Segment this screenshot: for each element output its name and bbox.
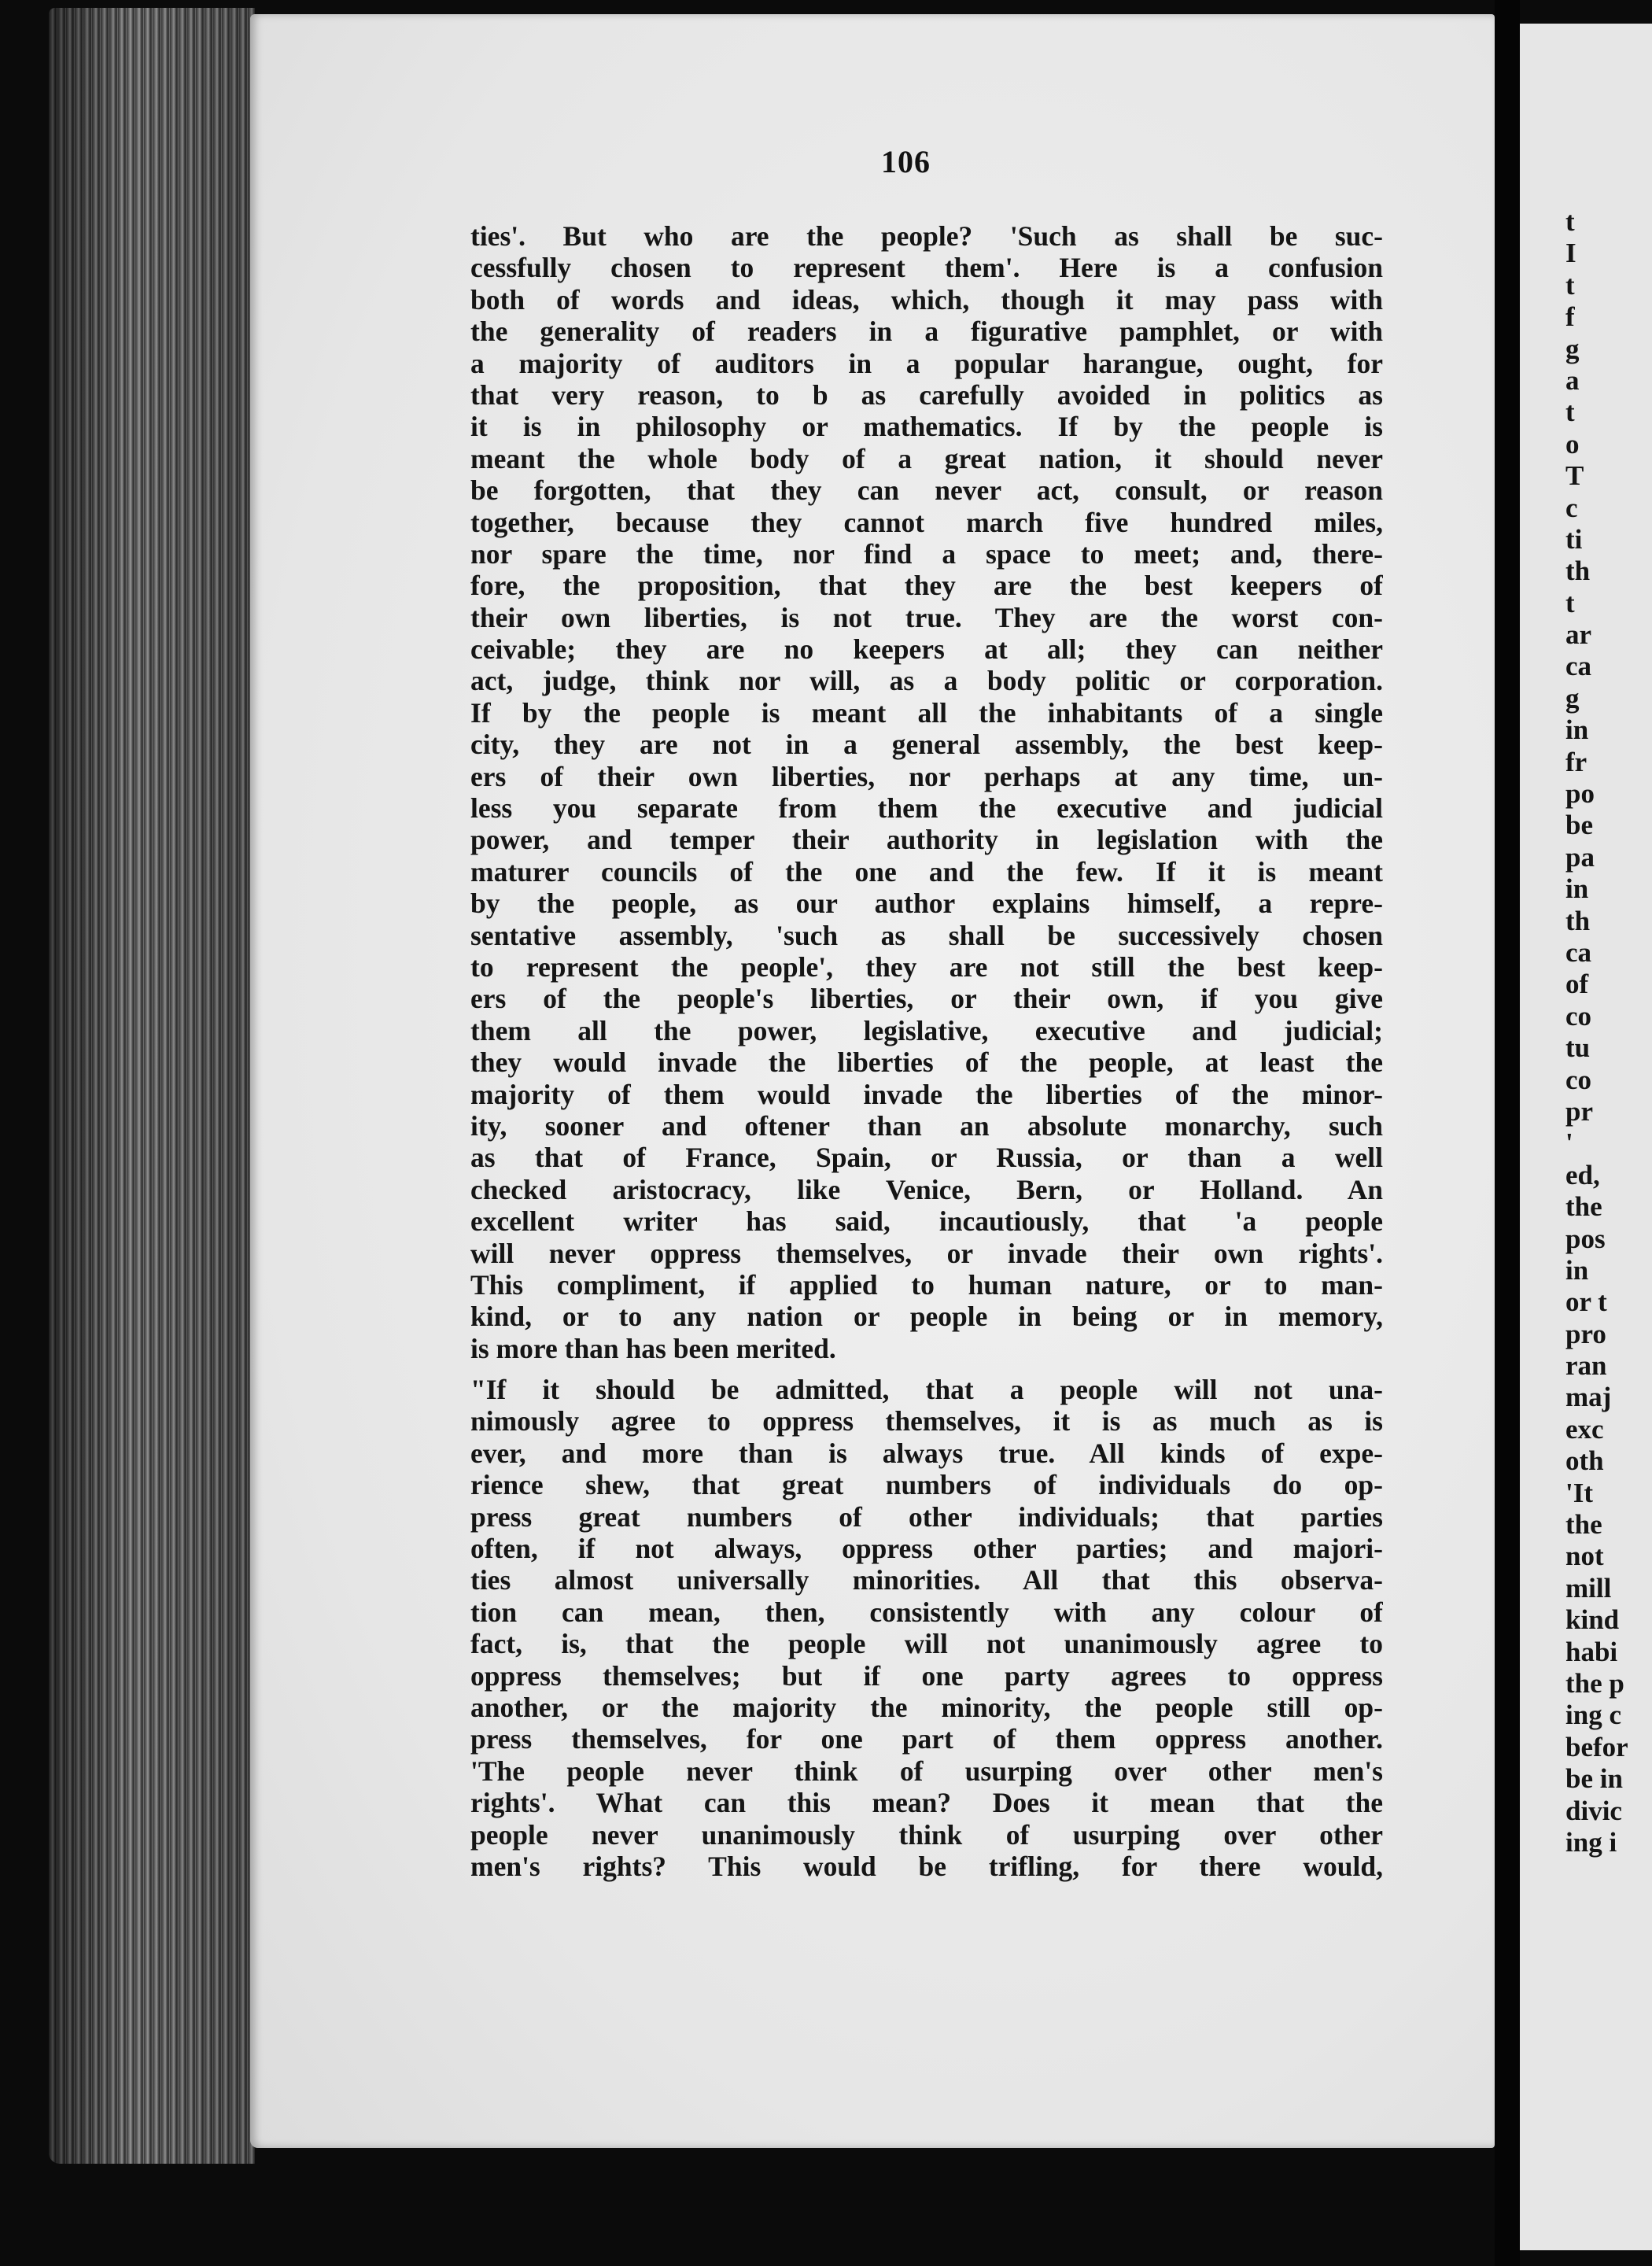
- facing-line: ing c: [1565, 1700, 1621, 1731]
- facing-line: befor: [1565, 1731, 1628, 1762]
- text-line: maturer councils of the one and the few. If it is meant: [470, 855, 1383, 888]
- facing-line: t: [1565, 397, 1575, 428]
- facing-line: co: [1565, 1064, 1592, 1095]
- facing-line: ran: [1565, 1350, 1607, 1382]
- facing-line: th: [1565, 555, 1591, 587]
- facing-line: be in: [1565, 1763, 1623, 1795]
- facing-line: o: [1565, 428, 1580, 459]
- facing-line: the p: [1565, 1667, 1624, 1699]
- facing-line: the: [1565, 1191, 1602, 1223]
- text-line: cessfully chosen to represent them'. Here is a confusion: [470, 252, 1383, 284]
- facing-line: the: [1565, 1509, 1602, 1541]
- text-line: This compliment, if applied to human nature, or to man-: [470, 1268, 1383, 1301]
- text-line: they would invade the liberties of the people, at least the: [470, 1046, 1383, 1079]
- facing-line: co: [1565, 1000, 1592, 1032]
- facing-line: in: [1565, 714, 1589, 746]
- book-edge-shadow: [49, 8, 255, 2164]
- facing-line: t: [1565, 587, 1575, 618]
- text-line: will never oppress themselves, or invade their own rights'.: [470, 1237, 1383, 1269]
- text-line: ers of the people's liberties, or their own, if you give: [470, 983, 1383, 1015]
- facing-line: th: [1565, 905, 1591, 936]
- text-line: less you separate from them the executive and judicial: [470, 792, 1383, 825]
- facing-line: be: [1565, 810, 1593, 841]
- facing-line: c: [1565, 492, 1578, 523]
- text-line: 'The people never think of usurping over other men's: [470, 1755, 1383, 1787]
- text-line: as that of France, Spain, or Russia, or than a well: [470, 1142, 1383, 1174]
- facing-line: 'It: [1565, 1477, 1593, 1508]
- text-line: act, judge, think nor will, as a body politic or corporation.: [470, 665, 1383, 697]
- facing-line: t: [1565, 269, 1575, 301]
- facing-line: in: [1565, 873, 1589, 905]
- text-line: ers of their own liberties, nor perhaps at any time, un-: [470, 760, 1383, 792]
- text-line: kind, or to any nation or people in being or in memory,: [470, 1301, 1383, 1333]
- text-line: meant the whole body of a great nation, it should never: [470, 442, 1383, 474]
- facing-line: of: [1565, 969, 1589, 1000]
- facing-line: ca: [1565, 936, 1592, 968]
- facing-line: ar: [1565, 619, 1592, 651]
- text-line: oppress themselves; but if one party agrees to oppress: [470, 1659, 1383, 1692]
- book-gutter: [1495, 0, 1520, 2266]
- text-line: is more than has been merited.: [470, 1332, 836, 1364]
- text-line: people never unanimously think of usurping over other: [470, 1818, 1383, 1851]
- facing-line: ti: [1565, 523, 1583, 555]
- facing-line: ing i: [1565, 1826, 1617, 1858]
- facing-page-text: [1520, 24, 1652, 1858]
- text-line: ever, and more than is always true. All kinds of expe-: [470, 1437, 1383, 1469]
- text-line: both of words and ideas, which, though it may pass with: [470, 283, 1383, 316]
- text-line: "If it should be admitted, that a people will not una-: [470, 1374, 1383, 1406]
- facing-line: fr: [1565, 746, 1587, 777]
- page-number: 106: [881, 144, 931, 179]
- text-line: them all the power, legislative, executive and judicial;: [470, 1014, 1383, 1046]
- facing-line: pro: [1565, 1318, 1606, 1349]
- text-line: together, because they cannot march five hundred miles,: [470, 506, 1383, 538]
- facing-line: pa: [1565, 841, 1595, 873]
- text-line: rights'. What can this mean? Does it mean that the: [470, 1787, 1383, 1819]
- text-line: fact, is, that the people will not unanimously agree to: [470, 1628, 1383, 1660]
- facing-line: ca: [1565, 651, 1592, 682]
- text-line: If by the people is meant all the inhabitants of a single: [470, 696, 1383, 729]
- facing-line: po: [1565, 778, 1595, 810]
- facing-line: pr: [1565, 1095, 1593, 1127]
- facing-line: in: [1565, 1254, 1589, 1286]
- text-line: ties almost universally minorities. All that this observa-: [470, 1564, 1383, 1596]
- text-line: nor spare the time, nor find a space to meet; and, there-: [470, 537, 1383, 570]
- facing-line: ed,: [1565, 1159, 1600, 1190]
- text-line: city, they are not in a general assembly, the best keep-: [470, 729, 1383, 761]
- facing-line: a: [1565, 364, 1580, 396]
- facing-line: ': [1565, 1127, 1573, 1159]
- paragraph-2: [470, 1374, 1383, 1882]
- facing-line: T: [1565, 460, 1584, 492]
- facing-line: f: [1565, 301, 1575, 333]
- text-line: ceivable; they are no keepers at all; they can neither: [470, 633, 1383, 666]
- text-line: checked aristocracy, like Venice, Bern, or Holland. An: [470, 1173, 1383, 1205]
- facing-line: oth: [1565, 1445, 1604, 1477]
- facing-line: tu: [1565, 1032, 1591, 1064]
- text-line: press themselves, for one part of them oppress another.: [470, 1723, 1383, 1755]
- text-line: that very reason, to b as carefully avoided in politics as: [470, 378, 1383, 411]
- text-line: power, and temper their authority in legislation with the: [470, 824, 1383, 856]
- text-line: ity, sooner and oftener than an absolute monarchy, such: [470, 1109, 1383, 1142]
- text-line: be forgotten, that they can never act, consult, or reason: [470, 474, 1383, 507]
- text-line: the generality of readers in a figurative pamphlet, or with: [470, 316, 1383, 348]
- facing-line: divic: [1565, 1795, 1622, 1826]
- text-line: to represent the people', they are not still the best keep-: [470, 950, 1383, 983]
- facing-line: t: [1565, 206, 1575, 237]
- text-line: rience shew, that great numbers of individuals do op-: [470, 1469, 1383, 1501]
- facing-line: mill: [1565, 1572, 1612, 1604]
- text-line: it is in philosophy or mathematics. If by the people is: [470, 411, 1383, 443]
- facing-line: habi: [1565, 1636, 1618, 1667]
- text-line: ties'. But who are the people? 'Such as shall be suc-: [470, 220, 1383, 252]
- facing-line: g: [1565, 333, 1580, 364]
- text-line: men's rights? This would be trifling, for there would,: [470, 1850, 1383, 1882]
- text-line: a majority of auditors in a popular harangue, ought, for: [470, 347, 1383, 379]
- facing-page: [1520, 24, 1652, 2250]
- text-line: another, or the majority the minority, the people still op-: [470, 1691, 1383, 1723]
- text-line: majority of them would invade the liberties of the minor-: [470, 1078, 1383, 1110]
- facing-line: I: [1565, 238, 1576, 269]
- text-line: tion can mean, then, consistently with any colour of: [470, 1596, 1383, 1628]
- text-line: nimously agree to oppress themselves, it is as much as is: [470, 1405, 1383, 1437]
- facing-line: exc: [1565, 1413, 1604, 1445]
- facing-line: not: [1565, 1541, 1604, 1572]
- paragraph-1: [470, 220, 1383, 1364]
- page-body-text: [470, 220, 1383, 1882]
- facing-line: pos: [1565, 1223, 1606, 1254]
- text-line: by the people, as our author explains himself, a repre-: [470, 888, 1383, 920]
- facing-line: or t: [1565, 1286, 1607, 1318]
- facing-line: maj: [1565, 1382, 1612, 1413]
- text-line: press great numbers of other individuals; that parties: [470, 1500, 1383, 1533]
- facing-line: g: [1565, 682, 1580, 714]
- text-line: excellent writer has said, incautiously, that 'a people: [470, 1205, 1383, 1238]
- text-line: often, if not always, oppress other parties; and majori-: [470, 1533, 1383, 1565]
- text-line: sentative assembly, 'such as shall be successively chosen: [470, 919, 1383, 951]
- text-line: their own liberties, is not true. They are the worst con-: [470, 601, 1383, 633]
- facing-line: kind: [1565, 1604, 1620, 1636]
- text-line: fore, the proposition, that they are the best keepers of: [470, 570, 1383, 602]
